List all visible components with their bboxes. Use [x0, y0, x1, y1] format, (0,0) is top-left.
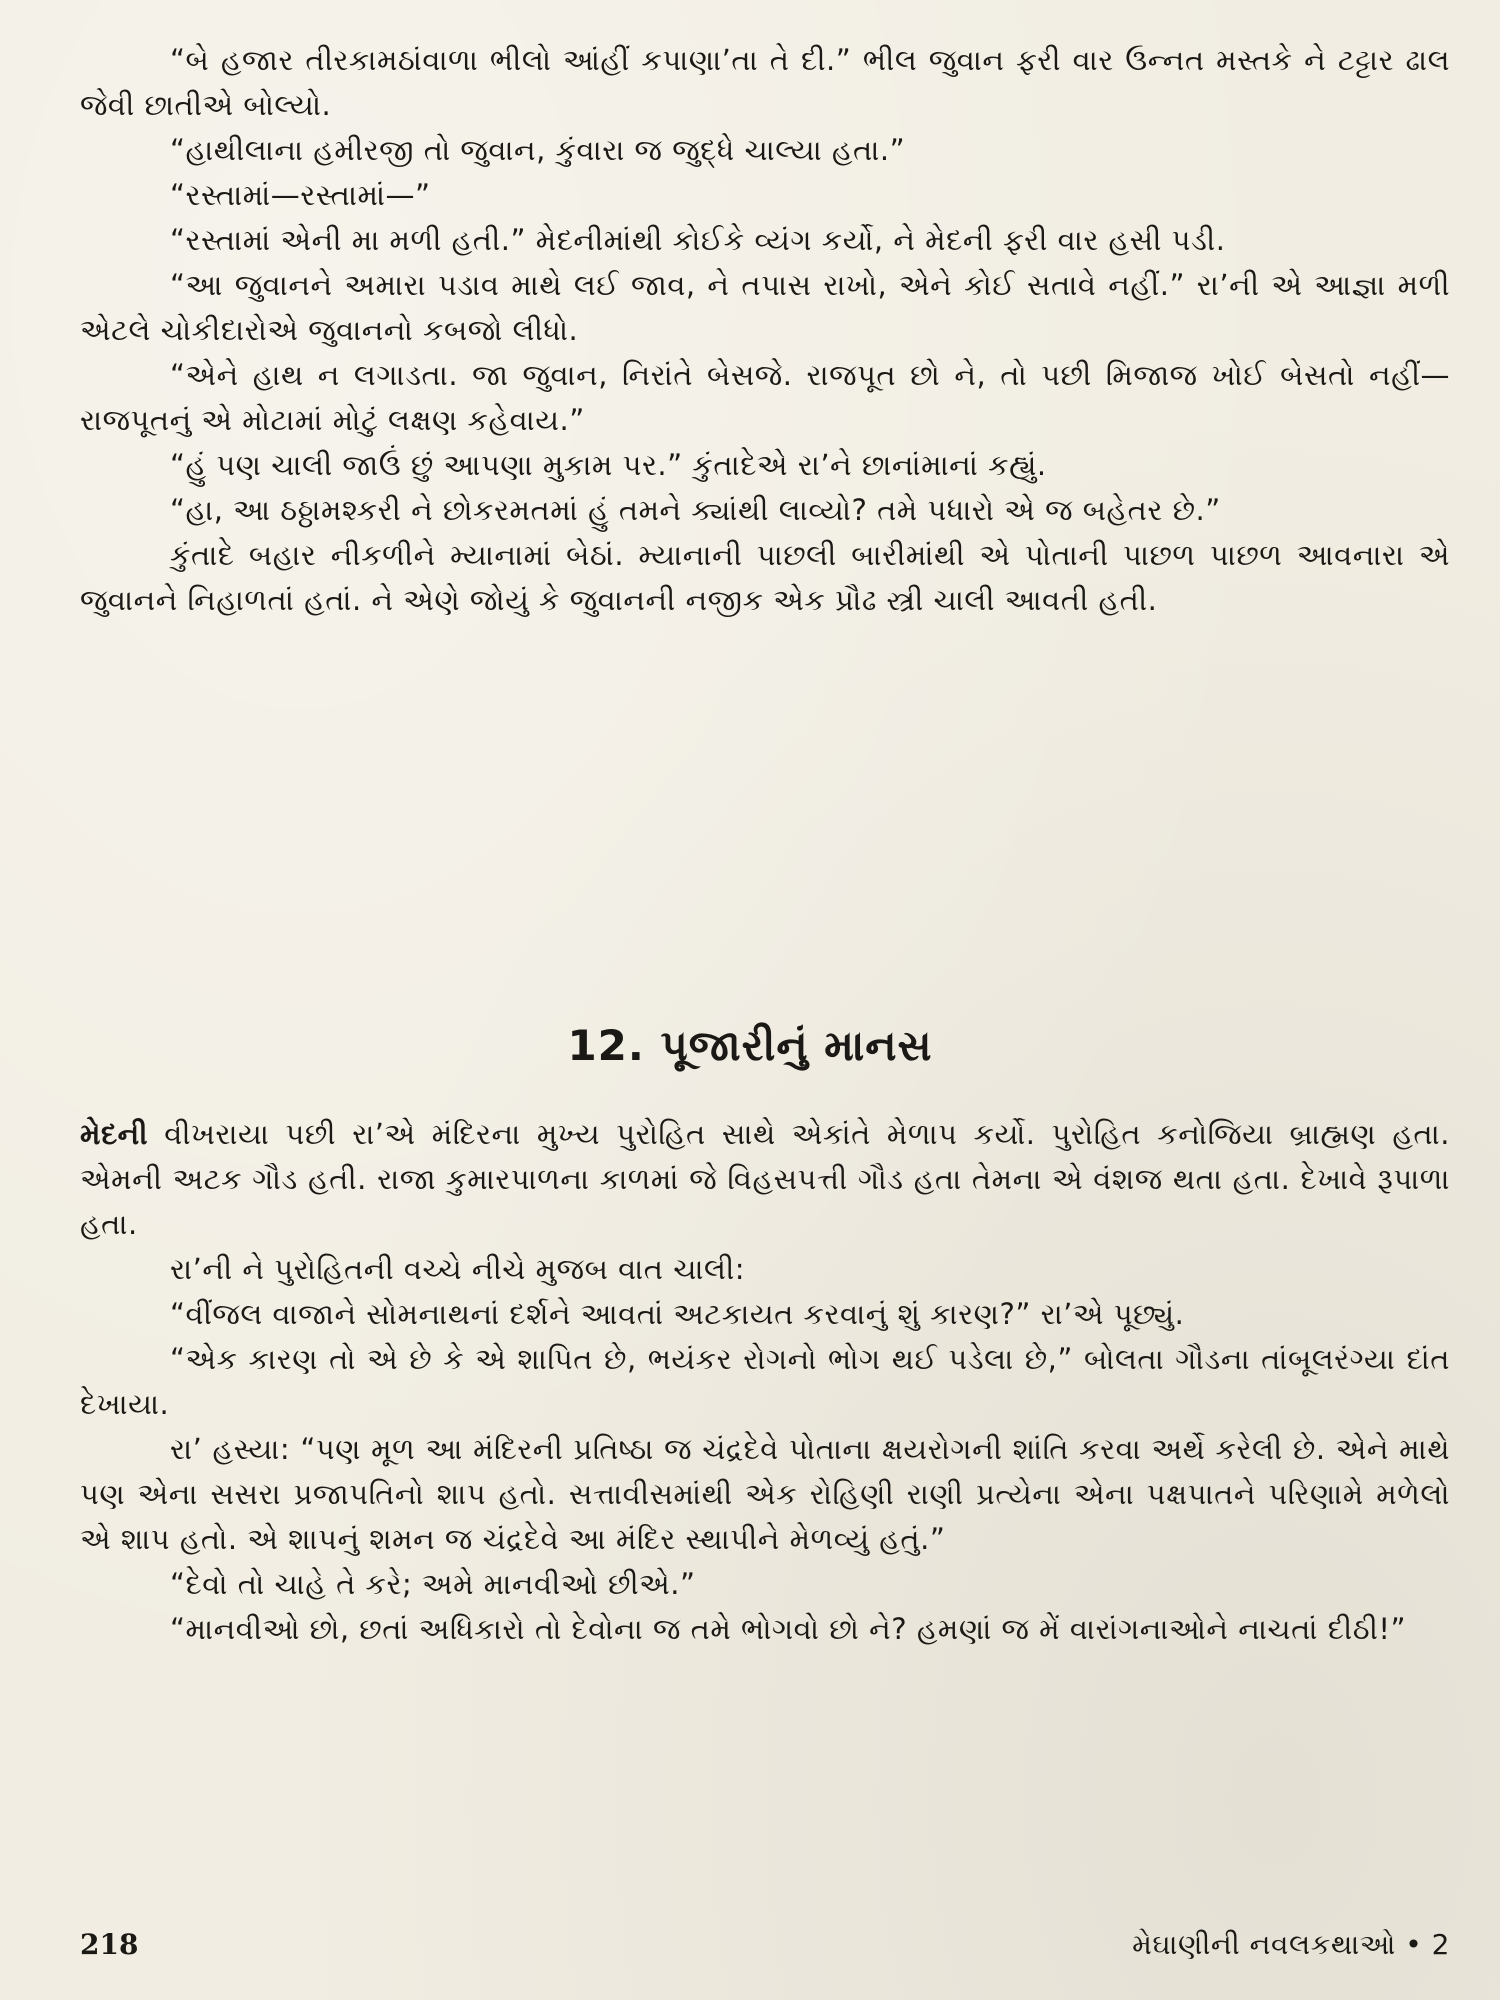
- paragraph: “હાથીલાના હમીરજી તો જુવાન, કુંવારા જ જુદ્ધે ચાલ્યા હતા.”: [170, 133, 906, 167]
- page-footer: [80, 1925, 1450, 1965]
- paragraph: “દેવો તો ચાહે તે કરે; અમે માનવીઓ છીએ.”: [170, 1567, 696, 1601]
- paragraph: કુંતાદે બહાર નીકળીને મ્યાનામાં બેઠાં. મ્યાનાની પાછલી બારીમાંથી એ પોતાની પાછળ પાછળ આવનારા એ જુવાનને નિહાળતાં હતાં. ને એણે જોયું કે જુવાનની નજીક એક પ્રૌઢ સ્ત્રી ચાલી આવતી હતી.: [80, 538, 1450, 617]
- page-number: 218: [80, 1928, 139, 1961]
- opening-lead-word: મેદની: [80, 1117, 149, 1151]
- chapter-body: [80, 1112, 1450, 1652]
- paragraph: રા’ની ને પુરોહિતની વચ્ચે નીચે મુજબ વાત ચાલી:: [170, 1252, 746, 1286]
- paragraph: “આ જુવાનને અમારા પડાવ માથે લઈ જાવ, ને તપાસ રાખો, એને કોઈ સતાવે નહીં.” રા’ની એ આજ્ઞા મળી એટલે ચોકીદારોએ જુવાનનો કબજો લીધો.: [80, 268, 1450, 347]
- paragraph: “બે હજાર તીરકામઠાંવાળા ભીલો આંહીં કપાણા’તા તે દી.” ભીલ જુવાન ફરી વાર ઉન્નત મસ્તકે ને ટટ્ટાર ઢાલ જેવી છાતીએ બોલ્યો.: [80, 43, 1450, 122]
- opening-paragraph-text: વીખરાયા પછી રા’એ મંદિરના મુખ્ય પુરોહિત સાથે એકાંતે મેળાપ કર્યો. પુરોહિત કનોજિયા બ્રાહ્મણ હતા. એમની અટક ગૌડ હતી. રાજા કુમારપાળના કાળમાં જે વિહસપત્તી ગૌડ હતા તેમના એ વંશજ થતા હતા. દેખાવે રૂપાળા હતા.: [80, 1117, 1450, 1241]
- paragraph: “એને હાથ ન લગાડતા. જા જુવાન, નિરાંતે બેસજે. રાજપૂત છો ને, તો પછી મિજાજ ખોઈ બેસતો નહીં—રાજપૂતનું એ મોટામાં મોટું લક્ષણ કહેવાય.”: [80, 358, 1450, 437]
- paragraph: “માનવીઓ છો, છતાં અધિકારો તો દેવોના જ તમે ભોગવો છો ને? હમણાં જ મેં વારાંગનાઓને નાચતાં દીઠી!”: [170, 1612, 1407, 1646]
- paragraph: “વીંજલ વાજાને સોમનાથનાં દર્શને આવતાં અટકાયત કરવાનું શું કારણ?” રા’એ પૂછ્યું.: [170, 1297, 1185, 1331]
- paragraph: “રસ્તામાં એની મા મળી હતી.” મેદનીમાંથી કોઈકે વ્યંગ કર્યો, ને મેદની ફરી વાર હસી પડી.: [170, 223, 1226, 257]
- paragraph: રા’ હસ્યા: “પણ મૂળ આ મંદિરની પ્રતિષ્ઠા જ ચંદ્રદેવે પોતાના ક્ષયરોગની શાંતિ કરવા અર્થે કરેલી છે. એને માથે પણ એના સસરા પ્રજાપતિનો શાપ હતો. સત્તાવીસમાંથી એક રોહિણી રાણી પ્રત્યેના એના પક્ષપાતને પરિણામે મળેલો એ શાપ હતો. એ શાપનું શમન જ ચંદ્રદેવે આ મંદિર સ્થાપીને મેળવ્યું હતું.”: [80, 1432, 1450, 1556]
- running-footer-title: મેઘાણીની નવલકથાઓ • 2: [1132, 1928, 1450, 1961]
- paragraph: “હું પણ ચાલી જાઉં છું આપણા મુકામ પર.” કુંતાદેએ રા’ને છાનાંમાનાં કહ્યું.: [170, 448, 1047, 482]
- opening-paragraph: [80, 1112, 1450, 1247]
- previous-chapter-ending: [80, 38, 1450, 623]
- paragraph: “એક કારણ તો એ છે કે એ શાપિત છે, ભયંકર રોગનો ભોગ થઈ પડેલા છે,” બોલતા ગૌડના તાંબૂલરંગ્યા દાંત દેખાયા.: [80, 1342, 1450, 1421]
- paragraph: “હા, આ ઠઠ્ઠામશ્કરી ને છોકરમતમાં હું તમને ક્યાંથી લાવ્યો? તમે પધારો એ જ બહેતર છે.”: [170, 493, 1221, 527]
- chapter-heading: 12. પૂજારીનું માનસ: [567, 1021, 933, 1070]
- paragraph: “રસ્તામાં—રસ્તામાં—”: [170, 178, 431, 212]
